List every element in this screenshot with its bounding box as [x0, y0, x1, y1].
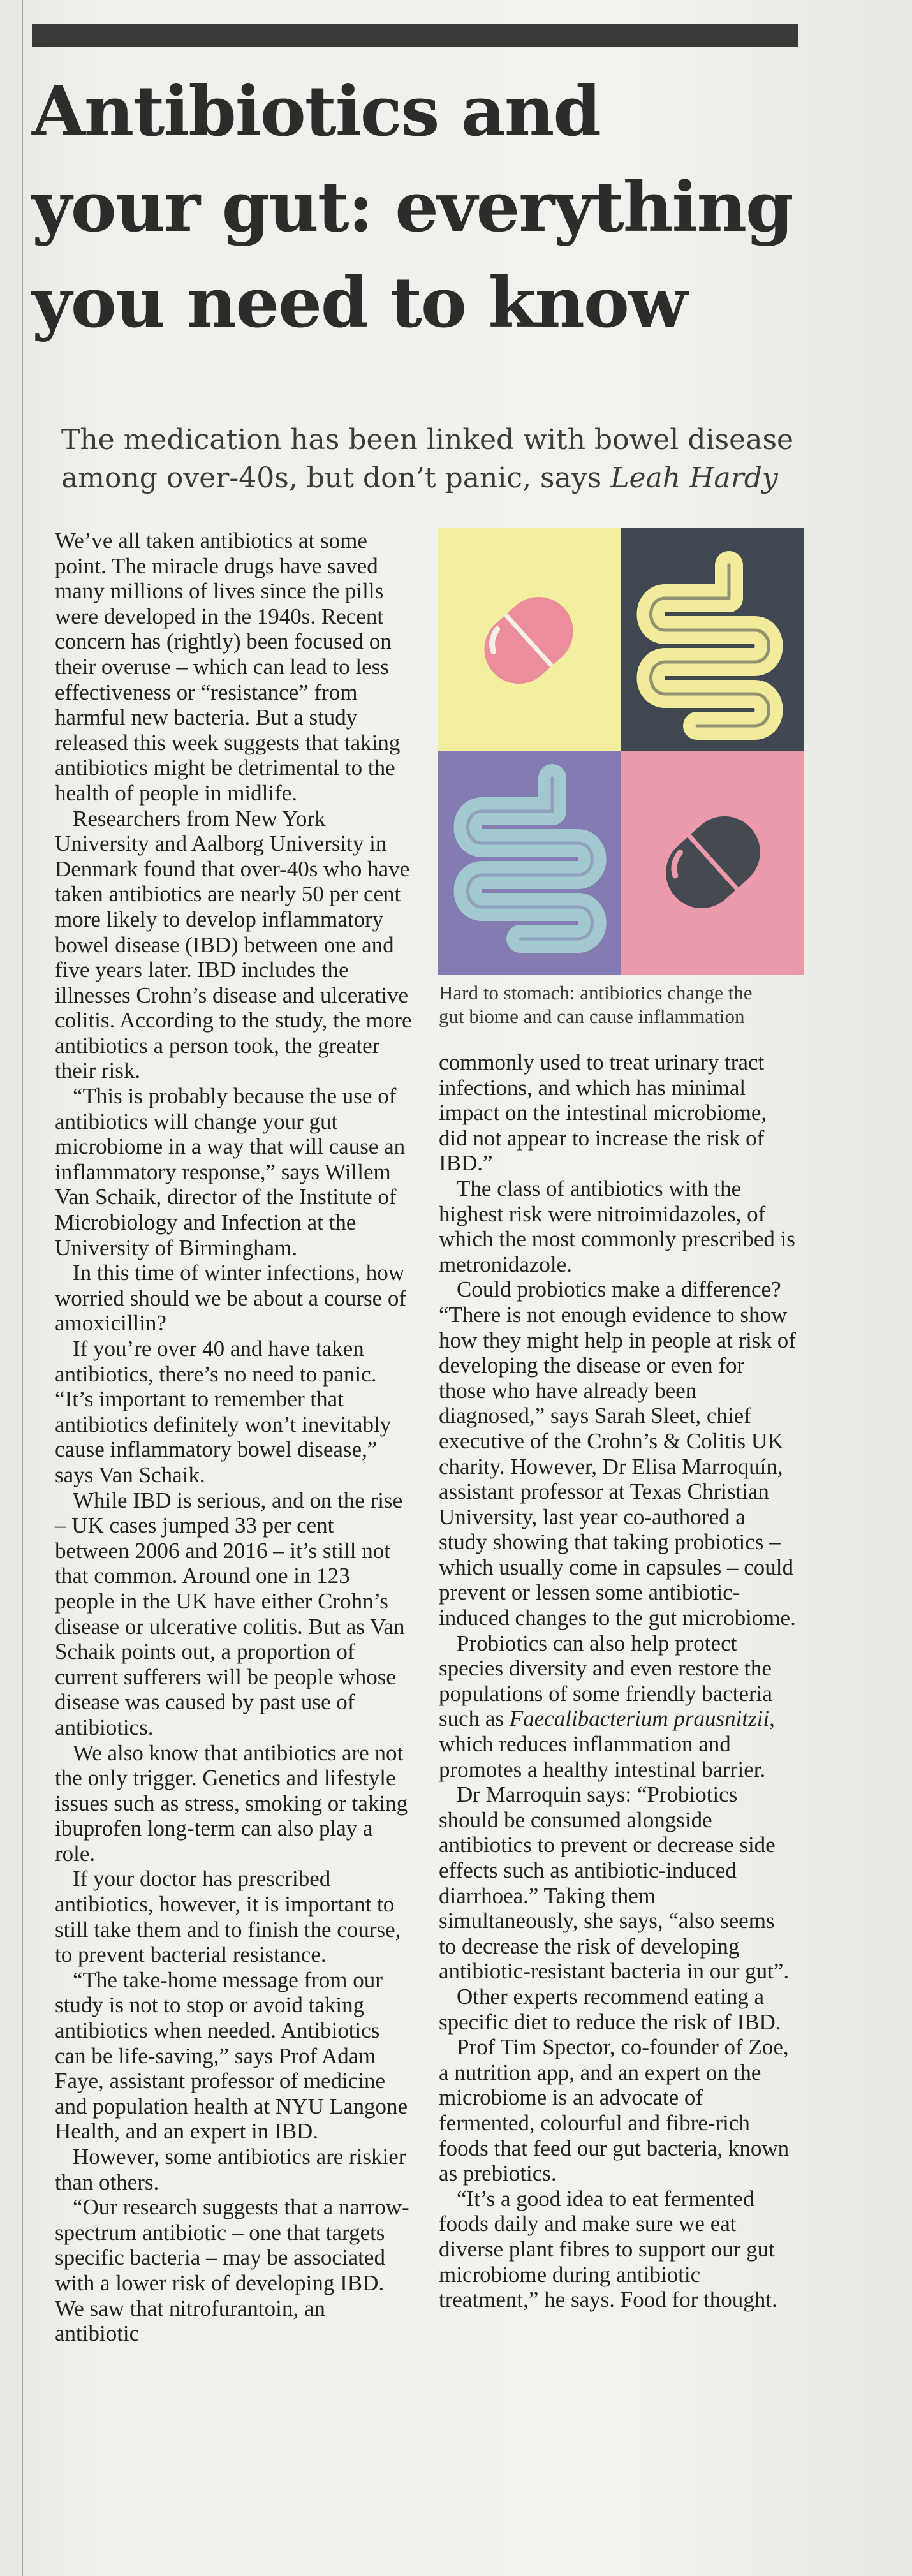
paragraph: “It’s a good idea to eat fermented foods daily and make sure we eat diverse plant fibres to support our gut microbiome during antibiotic treatment,” he says. Food for thought. — [439, 2186, 777, 2313]
standfirst-line-1: The medication has been linked with bowel disease — [61, 423, 794, 456]
headline-line-2: your gut: everything — [32, 167, 793, 247]
standfirst-line-2 — [61, 459, 827, 497]
column-rule — [22, 0, 23, 2576]
caption-line-1: Hard to stomach: antibiotics change the — [439, 982, 753, 1004]
paragraph: In this time of winter infections, how worried should we be about a course of amoxicillin? — [55, 1260, 407, 1336]
paragraph: Probiotics can also help protect species diversity and even restore the populations of some friendly bacteria such as Faecalibacterium prausnitzii, which reduces inflammation and promotes a healthy intestinal barrier. — [439, 1630, 775, 1782]
paragraph: Researchers from New York University and Aalborg University in Denmark found that over-40s who have taken antibiotics are nearly 50 per cent more likely to develop inflammatory bowel disease (IBD) between one and five years later. IBD includes the illnesses Crohn’s disease and ulcerative colitis. According to the study, the more antibiotics a person took, the greater their risk. — [55, 806, 412, 1084]
caption-line-2: gut biome and can cause inflammation — [439, 1005, 745, 1027]
paragraph: Could probiotics make a difference? “There is not enough evidence to show how they might help in people at risk of developing the disease or even for those who have already been diagnosed,” says Sarah Sleet, chief executive of the Crohn’s & Colitis UK charity. However, Dr Elisa Marroquín, assistant professor at Texas Christian University, last year co-authored a study showing that taking probiotics – which usually come in capsules – could prevent or lessen some antibiotic-induced changes to the gut microbiome. — [439, 1277, 796, 1631]
pills-and-intestines-artwork — [438, 528, 804, 975]
paragraph: The class of antibiotics with the highest risk were nitroimidazoles, of which the most commonly prescribed is metronidazole. — [439, 1175, 795, 1277]
standfirst — [61, 421, 827, 497]
paragraph: “Our research suggests that a narrow-spectrum antibiotic – one that targets specific bacteria – may be associated with a lower risk of developing IBD. We saw that nitrofurantoin, an antibiotic — [55, 2195, 409, 2346]
byline: Leah Hardy — [610, 462, 778, 494]
headline-line-3: you need to know — [32, 263, 686, 343]
paragraph: We’ve all taken antibiotics at some point. The miracle drugs have saved many millions of lives since the pills were developed in the 1940s. Recent concern has (rightly) been focused on their overuse – which can lead to less effectiveness or “resistance” from harmful new bacteria. But a study released this week suggests that taking antibiotics might be detrimental to the health of people in midlife. — [55, 528, 401, 806]
paragraph: Other experts recommend eating a specific diet to reduce the risk of IBD. — [439, 1984, 781, 2035]
paragraph: “The take-home message from our study is not to stop or avoid taking antibiotics when needed. Antibiotics can be life-saving,” says Prof Adam Faye, assistant professor of medicine and population health at NYU Langone Health, and an expert in IBD. — [55, 1967, 408, 2144]
standfirst-text: among over-40s, but don’t panic, says — [61, 462, 611, 494]
paragraph: While IBD is serious, and on the rise – UK cases jumped 33 per cent between 2006 and 2016 – it’s still not that common. Around one in 123 people in the UK have either Crohn’s disease or ulcerative colitis. But as Van Schaik points out, a proportion of current sufferers will be people whose disease was caused by past use of antibiotics. — [55, 1487, 405, 1740]
headline-line-1: Antibiotics and — [32, 71, 600, 152]
headline — [32, 64, 829, 351]
paragraph: “This is probably because the use of antibiotics will change your gut microbiome in a way that will cause an inflammatory response,” says Willem Van Schaik, director of the Institute of Microbiology and Infection at the University of Birmingham. — [55, 1084, 406, 1260]
paragraph: If you’re over 40 and have taken antibiotics, there’s no need to panic. “It’s important to remember that antibiotics definitely won’t inevitably cause inflammatory bowel disease,” says Van Schaik. — [55, 1336, 392, 1487]
paragraph: commonly used to treat urinary tract infections, and which has minimal impact on the intestinal microbiome, did not appear to increase the risk of IBD.” — [439, 1050, 767, 1176]
article-column-left — [55, 528, 412, 2346]
paragraph: However, some antibiotics are riskier than others. — [55, 2144, 406, 2195]
paragraph: Dr Marroquin says: “Probiotics should be consumed alongside antibiotics to prevent or decrease side effects such as antibiotic-induced diarrhoea.” Taking them simultaneously, she says, “also seems to decrease the risk of developing antibiotic-resistant bacteria in our gut”. — [439, 1782, 790, 1984]
illustration — [438, 528, 804, 975]
paragraph: We also know that antibiotics are not the only trigger. Genetics and lifestyle issues such as stress, smoking or taking ibuprofen long-term can also play a role. — [55, 1740, 408, 1866]
section-bar — [32, 24, 798, 47]
paragraph: Prof Tim Spector, co-founder of Zoe, a nutrition app, and an expert on the microbiome is an advocate of fermented, colourful and fibre-rich foods that feed our gut bacteria, known as prebiotics. — [439, 2035, 790, 2186]
article-column-right — [439, 1050, 796, 2313]
paragraph: If your doctor has prescribed antibiotics, however, it is important to still take them and to finish the course, to prevent bacterial resistance. — [55, 1866, 401, 1968]
illustration-caption — [439, 981, 821, 1028]
